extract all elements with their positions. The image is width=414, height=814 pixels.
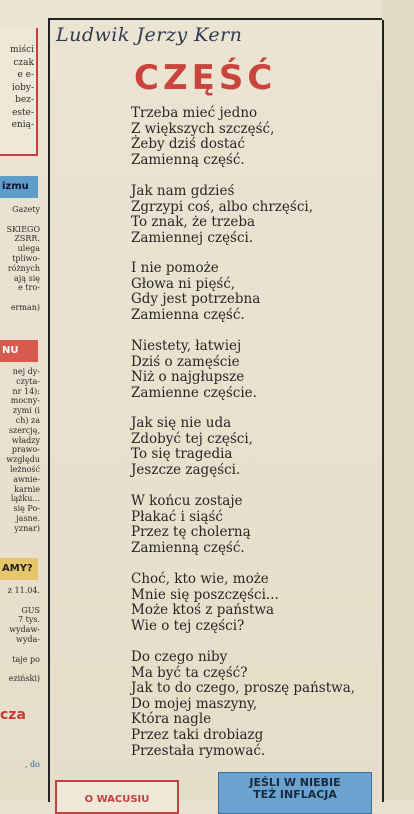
- left-box-top: [0, 28, 38, 156]
- left-red-word: cza: [0, 707, 26, 723]
- bottom-blue-label: JEŚLI W NIEBIE TEŻ INFLACJA: [249, 776, 341, 801]
- right-margin: [382, 0, 414, 800]
- stanza-1: Trzeba mieć jedno Z większych szczęść, Żeby dziś dostać Zamienną część.: [131, 105, 275, 168]
- left-header-3: AMY?: [0, 558, 38, 580]
- bottom-red-box: [55, 780, 179, 814]
- left-box-text: miści czak e e- ioby- bez- este- enią-: [10, 45, 34, 130]
- left-header-2: NU: [0, 340, 38, 362]
- bottom-red-label: O WACUSIU: [84, 794, 150, 805]
- left-bottom-word: , do: [24, 760, 40, 769]
- left-column: [0, 0, 44, 800]
- frame-right-rule: [382, 20, 384, 800]
- left-header-1: izmu: [0, 176, 38, 198]
- stanza-7: Choć, kto wie, może Mnie się poszczęści... Może ktoś z państwa Wie o tej części?: [131, 571, 279, 634]
- stanza-5: Jak się nie uda Zdobyć tej części, To się tragedia Jeszcze zagęści.: [131, 415, 253, 478]
- left-text-block-1: Gazety SKIEGO ZSRR. ulega tpliwo- różnych ają się e tro- erman): [6, 205, 40, 312]
- poem-author: Ludwik Jerzy Kern: [56, 24, 243, 46]
- left-text-block-2: nej dy- czyta- nr 14): mocny- zymi (i ch) za szercję, władzy prawo- względu leżność awnie- karnie lążku... się Po- jasne. yznar): [6, 367, 40, 533]
- poem-title: CZĘŚĆ: [134, 58, 277, 98]
- stanza-3: I nie pomoże Głowa ni pięść, Gdy jest potrzebna Zamienna część.: [131, 260, 261, 323]
- bottom-blue-box: [218, 772, 372, 814]
- stanza-8: Do czego niby Ma być ta część? Jak to do czego, proszę państwa, Do mojej maszyny, Która nagle Przez taki drobiazg Przestała rymować.: [131, 649, 356, 759]
- left-text-block-3: z 11.04. GUS 7 tys. wydaw- wyda- taje po eziński): [7, 586, 40, 684]
- stanza-2: Jak nam gdzieś Zgrzypi coś, albo chrzęści, To znak, że trzeba Zamiennej części.: [131, 183, 313, 246]
- stanza-6: W końcu zostaje Płakać i siąść Przez tę cholerną Zamienną część.: [131, 493, 251, 556]
- stanza-4: Niestety, łatwiej Dziś o zamęście Niż o najgłupsze Zamienne częście.: [131, 338, 257, 401]
